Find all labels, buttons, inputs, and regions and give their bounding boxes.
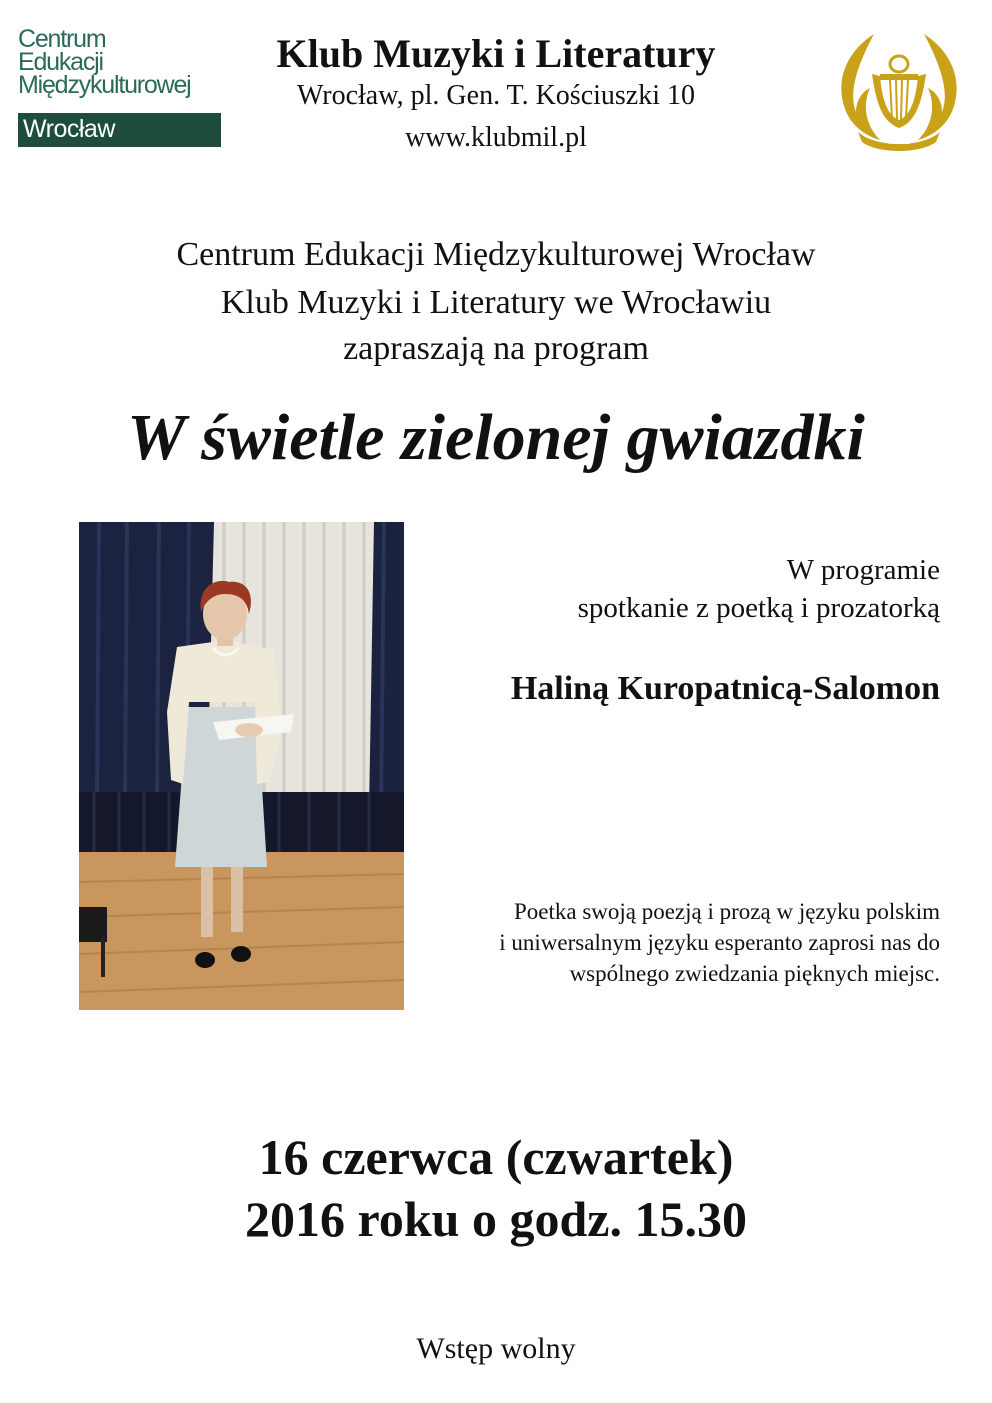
description-line: i uniwersalnym języku esperanto zaprosi nas do (499, 930, 940, 955)
cem-logo-city: Wrocław (23, 115, 115, 143)
guest-photo (79, 522, 404, 1010)
inviter-line: Centrum Edukacji Międzykulturowej Wrocław (176, 236, 816, 273)
event-time: 2016 roku o godz. 15.30 (245, 1191, 747, 1247)
club-address: Wrocław, pl. Gen. T. Kościuszki 10 (296, 80, 696, 111)
lyre-flame-icon (836, 32, 962, 156)
invite-line: zapraszają na program (343, 330, 649, 367)
club-website: www.klubmil.pl (405, 122, 587, 153)
guest-description (420, 896, 940, 989)
program-label: W programie (786, 554, 940, 586)
entry-note: Wstęp wolny (416, 1332, 576, 1365)
cem-logo-line: Edukacji (18, 48, 103, 76)
cem-logo-line: Międzykulturowej (18, 71, 191, 99)
meeting-line: spotkanie z poetką i prozatorką (577, 592, 940, 624)
kmil-logo (836, 32, 962, 156)
cem-logo (18, 25, 222, 148)
club-title: Klub Muzyki i Literatury (276, 31, 716, 76)
cem-logo-band (18, 113, 221, 147)
event-date: 16 czerwca (czwartek) (258, 1129, 734, 1185)
program-title: W świetle zielonej gwiazdki (127, 401, 865, 474)
guest-name: Haliną Kuropatnicą-Salomon (510, 670, 940, 707)
kmil-logo-text: KMiL (888, 136, 910, 146)
inviter-line: Klub Muzyki i Literatury we Wrocławiu (220, 284, 772, 321)
description-line: Poetka swoją poezją i prozą w języku polskim (513, 899, 940, 924)
cem-logo-line: Centrum (18, 25, 106, 53)
description-line: wspólnego zwiedzania pięknych miejsc. (569, 961, 940, 986)
